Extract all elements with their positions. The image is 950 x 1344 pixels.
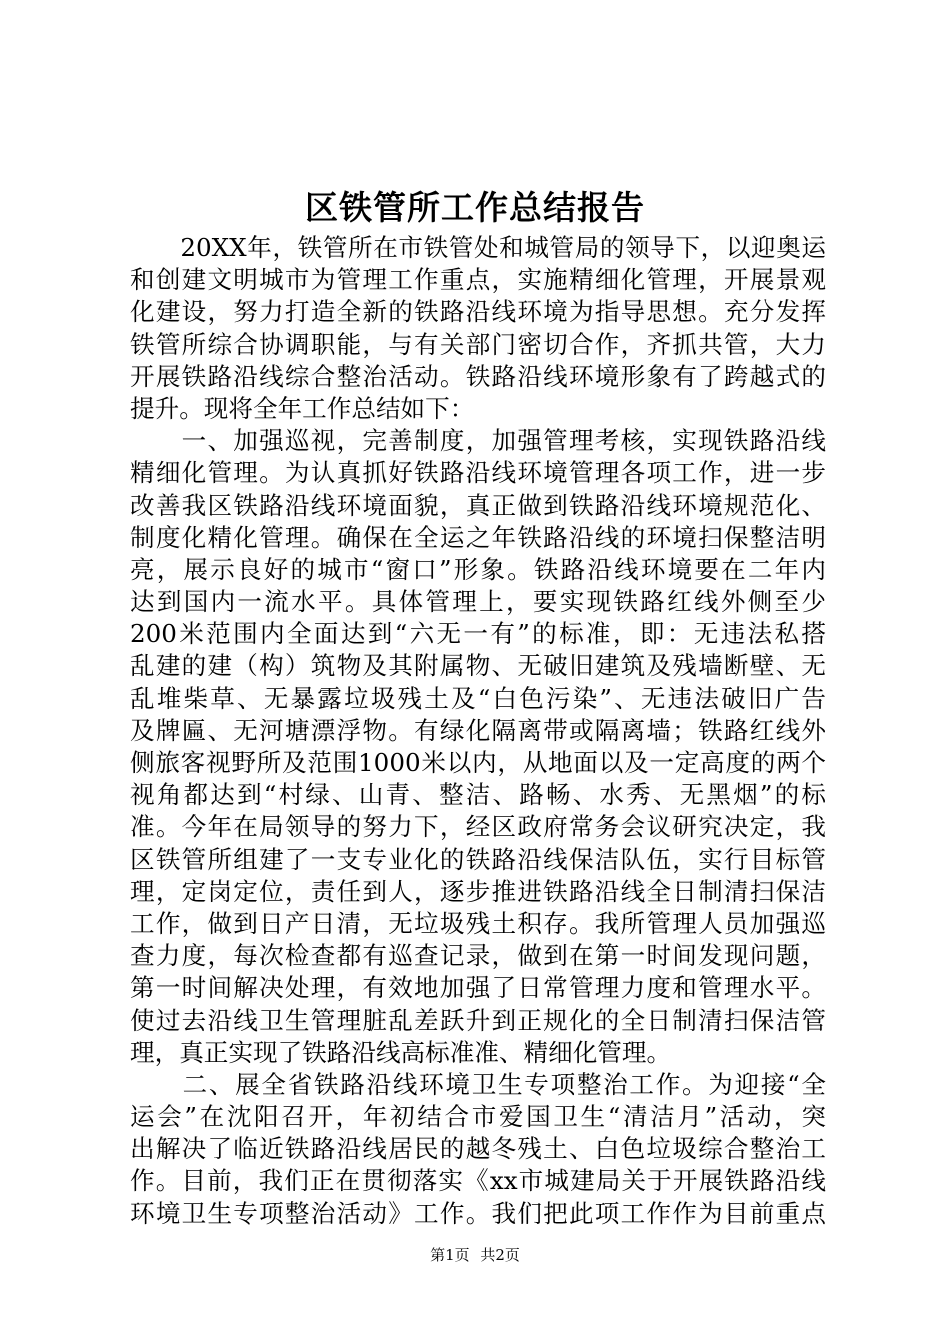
body-line: 运会”在沈阳召开，年初结合市爱国卫生“清洁月”活动，突 (130, 1102, 826, 1132)
body-line: 一、加强巡视，完善制度，加强管理考核，实现铁路沿线 (130, 426, 826, 456)
body-line: 乱堆柴草、无暴露垃圾残土及“白色污染”、无违法破旧广告 (130, 683, 826, 713)
body-line: 作。目前，我们正在贯彻落实《xx市城建局关于开展铁路沿线 (130, 1166, 826, 1196)
body-line: 亮，展示良好的城市“窗口”形象。铁路沿线环境要在二年内 (130, 554, 826, 584)
body-line: 制度化精化管理。确保在全运之年铁路沿线的环境扫保整洁明 (130, 522, 826, 552)
body-line: 开展铁路沿线综合整治活动。铁路沿线环境形象有了跨越式的 (130, 361, 826, 391)
body-line: 铁管所综合协调职能，与有关部门密切合作，齐抓共管，大力 (130, 329, 826, 359)
body-line: 化建设，努力打造全新的铁路沿线环境为指导思想。充分发挥 (130, 297, 826, 327)
body-line: 及牌匾、无河塘漂浮物。有绿化隔离带或隔离墙；铁路红线外 (130, 715, 826, 745)
page-number: 第1页 (430, 1246, 470, 1264)
body-line: 工作，做到日产日清，无垃圾残土积存。我所管理人员加强巡 (130, 908, 826, 938)
body-line: 精细化管理。为认真抓好铁路沿线环境管理各项工作，进一步 (130, 458, 826, 488)
body-line: 200米范围内全面达到“六无一有”的标准，即：无违法私搭 (130, 619, 826, 649)
body-line: 达到国内一流水平。具体管理上，要实现铁路红线外侧至少 (130, 587, 826, 617)
body-line: 区铁管所组建了一支专业化的铁路沿线保洁队伍，实行目标管 (130, 844, 826, 874)
body-line: 环境卫生专项整治活动》工作。我们把此项工作作为目前重点 (130, 1198, 826, 1228)
body-line: 理，定岗定位，责任到人，逐步推进铁路沿线全日制清扫保洁 (130, 876, 826, 906)
body-line: 提升。现将全年工作总结如下： (130, 393, 475, 423)
body-line: 视角都达到“村绿、山青、整洁、路畅、水秀、无黑烟”的标 (130, 780, 826, 810)
body-line: 出解决了临近铁路沿线居民的越冬残土、白色垃圾综合整治工 (130, 1134, 826, 1164)
page-footer (0, 1245, 950, 1265)
body-line: 改善我区铁路沿线环境面貌，真正做到铁路沿线环境规范化、 (130, 490, 826, 520)
body-line: 第一时间解决处理，有效地加强了日常管理力度和管理水平。 (130, 973, 826, 1003)
body-line: 查力度，每次检查都有巡查记录，做到在第一时间发现问题， (130, 941, 826, 971)
body-line: 侧旅客视野所及范围1000米以内，从地面以及一定高度的两个 (130, 748, 826, 777)
body-line: 乱建的建（构）筑物及其附属物、无破旧建筑及残墙断壁、无 (130, 651, 826, 681)
body-line: 和创建文明城市为管理工作重点，实施精细化管理，开展景观 (130, 265, 826, 295)
body-line: 准。今年在局领导的努力下，经区政府常务会议研究决定，我 (130, 812, 826, 842)
page-total: 共2页 (480, 1246, 520, 1264)
body-line: 20XX年，铁管所在市铁管处和城管局的领导下，以迎奥运 (130, 233, 826, 262)
document-body (130, 232, 826, 1230)
body-line: 使过去沿线卫生管理脏乱差跃升到正规化的全日制清扫保洁管 (130, 1005, 826, 1035)
body-line: 二、展全省铁路沿线环境卫生专项整治工作。为迎接“全 (130, 1069, 826, 1099)
document-title: 区铁管所工作总结报告 (305, 188, 645, 227)
body-line: 理，真正实现了铁路沿线高标准准、精细化管理。 (130, 1037, 672, 1067)
